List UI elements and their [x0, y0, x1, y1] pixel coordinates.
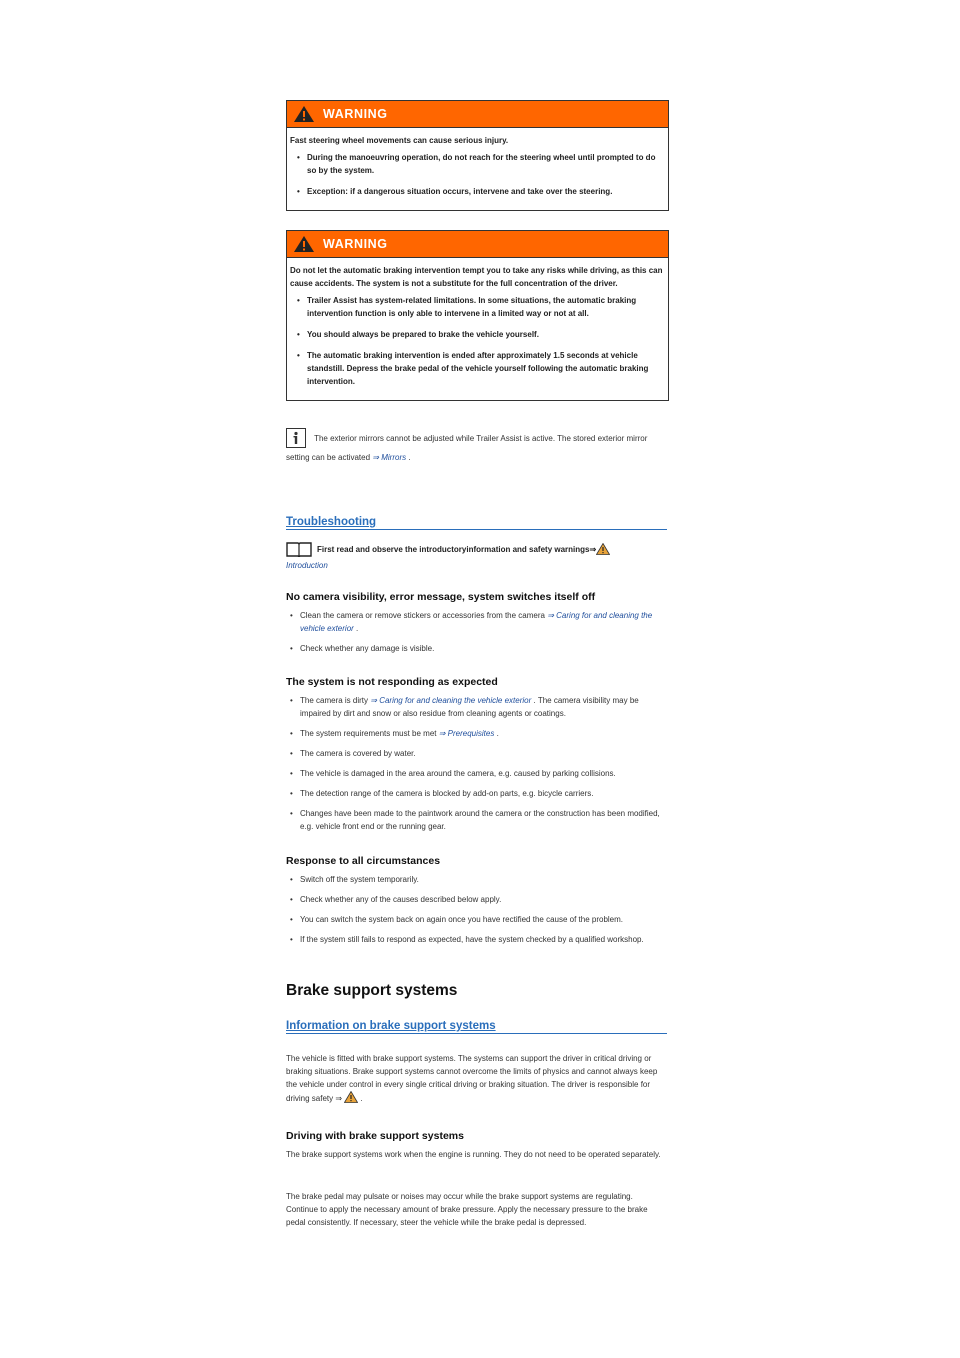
warning-intro: Fast steering wheel movements can cause serious injury. — [290, 136, 509, 145]
introduction-link[interactable]: Introduction — [286, 561, 328, 570]
list-item: • Switch off the system temporarily. — [286, 873, 667, 886]
brake-paragraph-3: The brake pedal may pulsate or noises may occur while the brake support systems are regulating. Continue to apply the necessary amount of brake pressure. Apply the necessary pressure to the brake pedal consistently. If necessary, steer the vehicle while the brake pedal is depressed. — [286, 1192, 648, 1227]
chapter-heading: Brake support systems — [286, 982, 458, 999]
list-item: • If the system still fails to respond as expected, have the system checked by a qualified workshop. — [286, 933, 667, 946]
troubleshooting-title: Troubleshooting — [286, 516, 667, 530]
warning-item: • The automatic braking intervention is ended after approximately 1.5 seconds at vehicle standstill. Depress the brake pedal of the vehicle yourself following the automatic braking intervention. — [290, 349, 664, 388]
sub-heading: Driving with brake support systems — [286, 1130, 464, 1142]
brake-paragraph-1: The vehicle is fitted with brake support systems. The systems can support the driver in critical driving or braking situations. Brake support systems cannot overcome the limits of physics and cannot always keep the vehicle under control in every single critical driving or braking situation. The driver is responsible for driving safety ⇒ . — [286, 1054, 658, 1103]
warning-item: • Trailer Assist has system-related limitations. In some situations, the automatic braking intervention function is only able to intervene in a limited way or not at all. — [290, 294, 664, 320]
list-item: • Changes have been made to the paintwork around the camera or the construction has been modified, e.g. vehicle front end or the running gear. — [286, 807, 667, 833]
warning-box-1 — [286, 100, 669, 211]
list-item: • The system requirements must be met ⇒ Prerequisites . — [286, 727, 667, 740]
caring-link[interactable]: ⇒ Caring for and cleaning the vehicle exterior — [370, 696, 532, 705]
list-item: • Check whether any of the causes described below apply. — [286, 893, 667, 906]
section-heading: No camera visibility, error message, system switches itself off — [286, 591, 596, 603]
section-heading: Response to all circumstances — [286, 855, 441, 867]
info-icon — [286, 428, 306, 448]
warning-title: WARNING — [323, 107, 388, 121]
brake-paragraph-2: The brake support systems work when the engine is running. They do not need to be operated separately. — [286, 1150, 661, 1159]
section-list — [286, 609, 667, 662]
warning-box-2 — [286, 230, 669, 401]
list-item: • The camera is dirty ⇒ Caring for and cleaning the vehicle exterior . The camera visibility may be impaired by dirt and snow or also residue from cleaning agents or coatings. — [286, 694, 667, 720]
prerequisites-link[interactable]: ⇒ Prerequisites — [438, 729, 495, 738]
section-list — [286, 694, 667, 840]
info-section-title: Information on brake support systems — [286, 1020, 667, 1034]
warning-item: • During the manoeuvring operation, do not reach for the steering wheel until prompted to do so by the system. — [290, 151, 664, 177]
warning-triangle-icon — [293, 105, 315, 123]
note-text: The exterior mirrors cannot be adjusted while Trailer Assist is active. The stored exterior mirror setting can be activated — [286, 434, 648, 462]
warning-triangle-icon — [344, 1091, 358, 1103]
warning-item: • Exception: if a dangerous situation occurs, intervene and take over the steering. — [290, 185, 664, 198]
list-item: • You can switch the system back on again once you have rectified the cause of the problem. — [286, 913, 667, 926]
read-first-text: First read and observe the introductoryinformation and safety warnings⇒ — [317, 544, 597, 554]
section-list — [286, 873, 667, 953]
list-item: • Check whether any damage is visible. — [286, 642, 667, 655]
list-item: • The detection range of the camera is blocked by add-on parts, e.g. bicycle carriers. — [286, 787, 667, 800]
warning-header — [287, 101, 668, 128]
list-item: • The vehicle is damaged in the area around the camera, e.g. caused by parking collisions. — [286, 767, 667, 780]
list-item: • The camera is covered by water. — [286, 747, 667, 760]
warning-triangle-icon — [293, 235, 315, 253]
book-icon — [286, 541, 312, 557]
warning-triangle-icon — [596, 543, 610, 555]
note-end: . — [408, 453, 411, 462]
info-note — [286, 429, 667, 467]
section-heading: The system is not responding as expected — [286, 676, 498, 688]
mirrors-link[interactable]: ⇒ Mirrors — [372, 453, 407, 462]
warning-item: • You should always be prepared to brake the vehicle yourself. — [290, 328, 664, 341]
read-first-block — [286, 541, 667, 570]
warning-title: WARNING — [323, 237, 388, 251]
warning-intro: Do not let the automatic braking intervention tempt you to take any risks while driving, as this can cause accidents. The system is not a substitute for the full concentration of the driver. — [290, 266, 663, 288]
list-item: • Clean the camera or remove stickers or accessories from the camera ⇒ Caring for and cleaning the vehicle exterior . — [286, 609, 667, 635]
caring-link[interactable]: ⇒ Caring for and cleaning the vehicle exterior — [300, 611, 653, 633]
warning-header — [287, 231, 668, 258]
